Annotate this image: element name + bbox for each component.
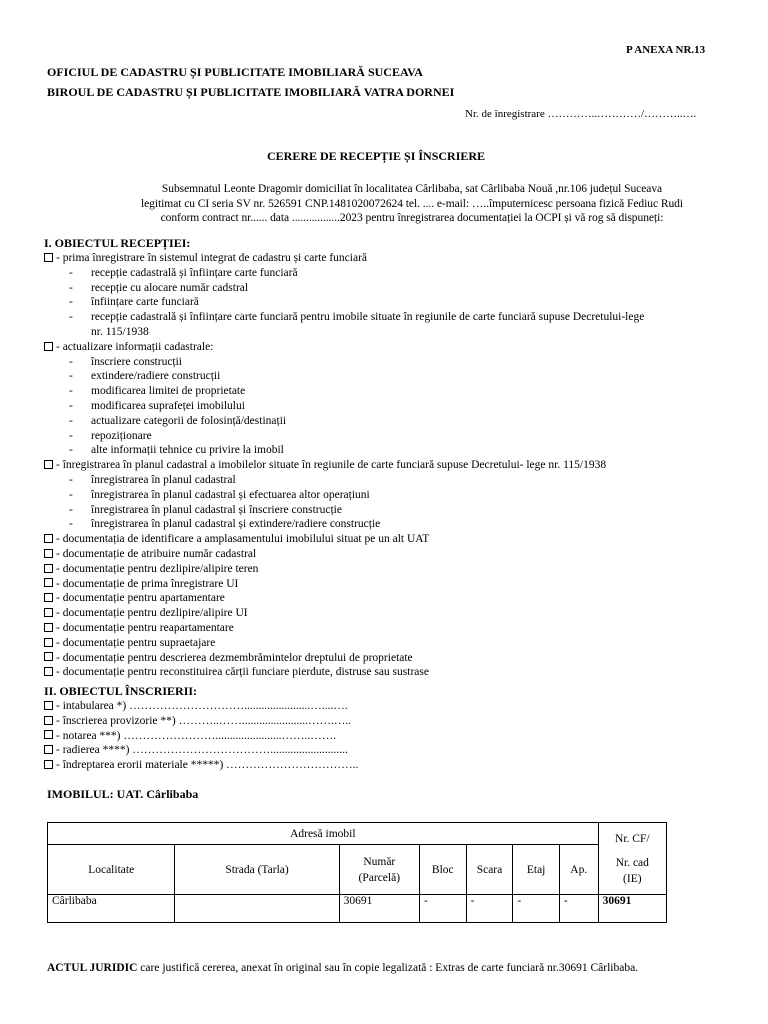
inscription-list — [44, 699, 358, 773]
list-item[interactable]: - documentație pentru dezlipire/alipire UI — [44, 606, 644, 621]
list-item[interactable]: - documentație pentru supraetajare — [44, 636, 644, 651]
list-item: - înregistrarea în planul cadastral și înscriere construcție — [69, 503, 342, 516]
list-item[interactable]: - înscrierea provizorie **) ………..…….......................…….….. — [44, 714, 358, 729]
column-header: Ap. — [559, 845, 598, 895]
section2-heading: II. OBIECTUL ÎNSCRIERII: — [44, 684, 198, 698]
page-title: CERERE DE RECEPȚIE ȘI ÎNSCRIERE — [267, 149, 486, 163]
list-item[interactable]: - documentație de prima înregistrare UI — [44, 577, 644, 592]
list-item[interactable]: - documentație pentru dezlipire/alipire teren — [44, 562, 644, 577]
table-cell: - — [559, 895, 598, 923]
list-item[interactable]: - documentație de atribuire număr cadastral — [44, 547, 644, 562]
list-item: - modificarea suprafeței imobilului — [69, 399, 245, 412]
checkbox-icon[interactable] — [44, 549, 53, 558]
list-item: - înregistrarea în planul cadastral și extindere/radiere construcție — [69, 518, 381, 531]
checkbox-icon[interactable] — [44, 760, 53, 769]
column-header: Localitate — [48, 845, 175, 895]
list-item: - înscriere construcții — [69, 355, 183, 368]
section1-heading: I. OBIECTUL RECEPȚIEI: — [44, 236, 191, 250]
list-item[interactable]: - documentația de identificare a amplasamentului imobilului situat pe un alt UAT — [44, 532, 644, 547]
column-header: Strada (Tarla) — [175, 845, 339, 895]
checkbox-icon[interactable] — [44, 578, 53, 587]
intro-line: legitimat cu CI seria SV nr. 526591 CNP.1481020072624 tel. .... e-mail: …..împuternicesc persoana fizică Fediuc Rudi — [140, 197, 684, 210]
column-header: Număr (Parcelă) — [339, 845, 419, 895]
list-item: - recepție cadastrală și înființare carte funciară pentru imobile situate în regiunile de carte funciară supuse Decretului-lege — [69, 311, 645, 324]
list-item[interactable]: - documentație pentru reapartamentare — [44, 621, 644, 636]
list-item[interactable]: - radierea ****) ………………………………........................... — [44, 743, 358, 758]
list-item[interactable]: - îndreptarea erorii materiale *****) …………………………….. — [44, 758, 358, 773]
checkbox-icon[interactable] — [44, 730, 53, 739]
imobil-label: IMOBILUL: UAT. Cârlibaba — [47, 787, 199, 801]
intro-paragraph — [96, 182, 728, 226]
checkbox-icon[interactable] — [44, 652, 53, 661]
table-cell: - — [513, 895, 560, 923]
list-item: - înființare carte funciară — [69, 296, 199, 309]
list-item[interactable]: - documentație pentru apartamentare — [44, 591, 644, 606]
legal-act-label: ACTUL JURIDIC — [47, 962, 138, 974]
column-header: Etaj — [513, 845, 560, 895]
list-item[interactable]: - actualizare informații cadastrale: — [44, 340, 644, 355]
table-cell: Cârlibaba — [48, 895, 175, 923]
table-cell — [175, 895, 339, 923]
checkbox-icon[interactable] — [44, 593, 53, 602]
column-header: Scara — [466, 845, 513, 895]
list-item[interactable]: - intabularea *) ………………………….......................…....…. — [44, 699, 358, 714]
table-cell: - — [466, 895, 513, 923]
list-item: - alte informații tehnice cu privire la imobil — [69, 444, 284, 457]
checkbox-icon[interactable] — [44, 253, 53, 262]
checkbox-icon[interactable] — [44, 638, 53, 647]
office-name: OFICIUL DE CADASTRU ȘI PUBLICITATE IMOBILIARĂ SUCEAVA — [47, 65, 423, 79]
list-item[interactable]: - înregistrarea în planul cadastral a imobilelor situate în regiunile de carte funciară supuse Decretului- lege nr. 115/1938 — [44, 458, 644, 473]
registration-number: Nr. de înregistrare …………..…………/………..…. — [465, 108, 697, 120]
list-item[interactable]: - documentație pentru reconstituirea cărții funciare pierdute, distruse sau sustrase — [44, 665, 644, 680]
checkbox-icon[interactable] — [44, 667, 53, 676]
table-cell: - — [419, 895, 466, 923]
checkbox-icon[interactable] — [44, 460, 53, 469]
list-item: - înregistrarea în planul cadastral — [69, 473, 236, 486]
checkbox-icon[interactable] — [44, 745, 53, 754]
list-item: - înregistrarea în planul cadastral și efectuarea altor operațiuni — [69, 488, 370, 501]
list-item: nr. 115/1938 — [91, 325, 149, 338]
list-item[interactable]: - prima înregistrare în sistemul integrat de cadastru și carte funciară — [44, 251, 644, 266]
cf-header: Nr. CF/ Nr. cad (IE) — [598, 823, 666, 895]
checkbox-icon[interactable] — [44, 716, 53, 725]
list-item: - recepție cadastrală și înființare carte funciară — [69, 266, 298, 279]
legal-act-text: care justifică cererea, anexat în original sau în copie legalizată : Extras de carte funciară nr.30691 Cârlibaba. — [137, 962, 639, 974]
list-item[interactable]: - notarea ***) …………………….......................……..……. — [44, 729, 358, 744]
list-item: - extindere/radiere construcții — [69, 370, 221, 383]
list-item: - recepție cu alocare număr cadstral — [69, 281, 249, 294]
table-cell: 30691 — [598, 895, 666, 923]
checkbox-icon[interactable] — [44, 342, 53, 351]
checkbox-icon[interactable] — [44, 608, 53, 617]
checkbox-icon[interactable] — [44, 623, 53, 632]
checkbox-icon[interactable] — [44, 534, 53, 543]
property-table — [47, 822, 667, 923]
reception-list — [44, 251, 644, 680]
annex-label: P ANEXA NR.13 — [626, 44, 706, 56]
bureau-name: BIROUL DE CADASTRU ȘI PUBLICITATE IMOBILIARĂ VATRA DORNEI — [47, 85, 455, 99]
intro-line: Subsemnatul Leonte Dragomir domiciliat în localitatea Cârlibaba, sat Cârlibaba Nouă ,nr.106 județul Suceava — [161, 183, 663, 195]
checkbox-icon[interactable] — [44, 564, 53, 573]
legal-act-line — [47, 962, 638, 974]
list-item: - actualizare categorii de folosință/destinații — [69, 414, 287, 427]
checkbox-icon[interactable] — [44, 701, 53, 710]
list-item[interactable]: - documentație pentru descrierea dezmembrămintelor dreptului de proprietate — [44, 651, 644, 666]
column-header: Bloc — [419, 845, 466, 895]
table-row — [48, 895, 667, 923]
list-item: - modificarea limitei de proprietate — [69, 385, 246, 398]
address-header: Adresă imobil — [48, 823, 599, 845]
table-cell: 30691 — [339, 895, 419, 923]
intro-line: conform contract nr...... data .................2023 pentru înregistrarea documentației la OCPI și vă rog să dispuneți: — [160, 212, 664, 224]
list-item: - repoziționare — [69, 429, 152, 442]
